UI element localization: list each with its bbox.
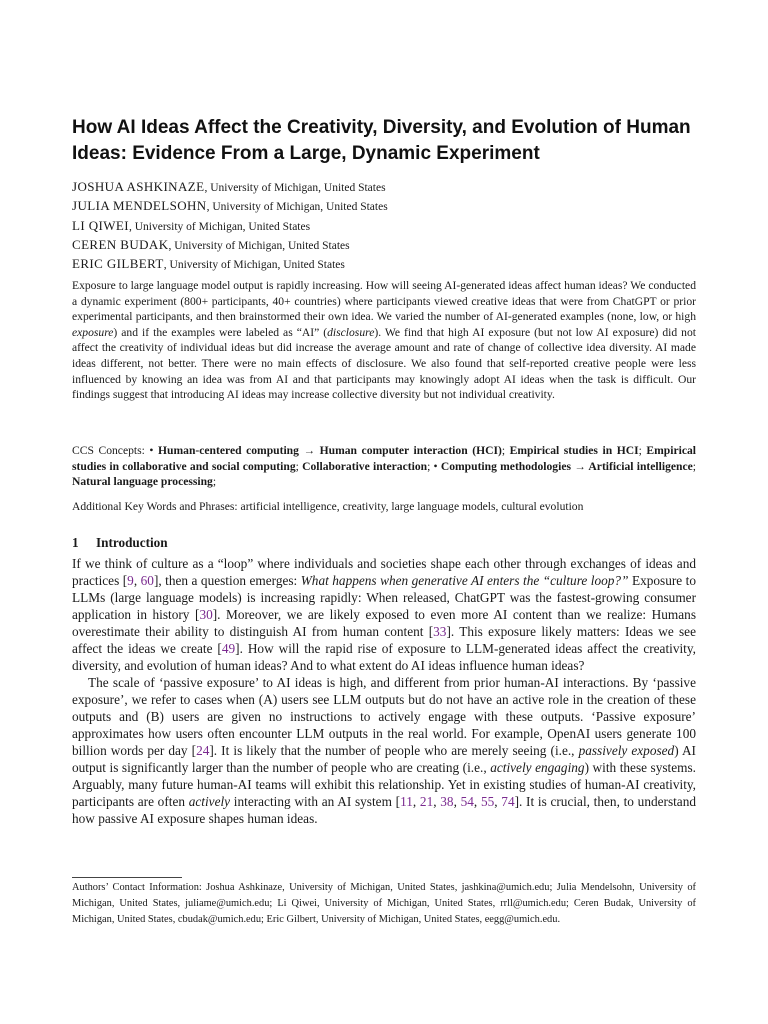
intro-paragraph-2 [72, 674, 696, 827]
abstract-text: ). We find that high AI exposure (but not low AI exposure) did not affect the creativity of individual ideas but did increase the average amount and rate of change of collective idea diversity. AI made ideas different, not better. There were no main effects of disclosure. We also found that self-reported creative people were less influenced by knowing an idea was from AI and that participants may knowingly adopt AI ideas when the task is difficult. Our findings suggest that introducing AI ideas may increase collective diversity but not individual creativity. [72, 325, 696, 402]
citation-link[interactable]: 33 [433, 624, 447, 639]
author-list [72, 178, 712, 274]
section-title: Introduction [96, 535, 168, 550]
body-text: Exposure to LLMs (large language models) is increasing rapidly: When released, ChatGPT was the fastest-growing consumer application in history [ [72, 573, 697, 622]
abstract-emphasis: disclosure [327, 325, 375, 339]
citation-separator: , [433, 794, 441, 809]
author-name: LI QIWEI [72, 217, 129, 233]
ccs-separator: ; [638, 444, 647, 457]
author-entry [72, 255, 712, 274]
body-emphasis: actively engaging [490, 760, 585, 775]
abstract [72, 278, 696, 403]
body-emphasis: What happens when generative AI enters the “culture loop?” [300, 573, 629, 588]
body-emphasis: passively exposed [578, 743, 675, 758]
ccs-separator: ; • [427, 459, 441, 473]
footnote-divider [72, 877, 182, 878]
citation-separator: , [494, 794, 502, 809]
citation-link[interactable]: 60 [140, 573, 154, 588]
body-emphasis: actively [188, 794, 231, 809]
body-text: ]. This exposure likely matters: Ideas we see affect the ideas we create [ [72, 624, 696, 656]
body-text: ]. It is crucial, then, to understand how passive AI exposure shapes human ideas. [72, 794, 697, 826]
author-name: CEREN BUDAK [72, 236, 169, 252]
body-text: ], then a question emerges: [153, 573, 301, 588]
ccs-concept: Collaborative interaction [302, 459, 428, 473]
author-name: JULIA MENDELSOHN [72, 198, 207, 214]
citation-separator: , [473, 794, 481, 809]
citation-link[interactable]: 55 [480, 794, 495, 809]
ccs-concept: Empirical studies in HCI [509, 444, 639, 457]
ccs-label: CCS Concepts: • [72, 444, 159, 457]
author-name: JOSHUA ASHKINAZE [72, 179, 205, 194]
body-text: If we think of culture as a “loop” where individuals and societies shape each other through exchanges of ideas and practices [ [72, 556, 696, 588]
author-affiliation: , University of Michigan, United States [204, 182, 386, 194]
citation-link[interactable]: 49 [221, 641, 236, 656]
ccs-concept: Empirical studies in collaborative and social computing [72, 444, 696, 473]
keywords: Additional Key Words and Phrases: artificial intelligence, creativity, large language models, cultural evolution [72, 500, 584, 513]
body-text: The scale of ‘passive exposure’ to AI ideas is high, and different from prior human-AI interactions. By ‘passive exposure’, we refer to cases when (A) users see LLM outputs but do not have an active role in the creation of these outputs and (B) users are given no instructions to actively engage with these outputs. ‘Passive exposure’ approximates how users often encounter LLM outputs in the real world. For example, OpenAI users generate 100 billion words per day [ [72, 675, 696, 758]
body-text: ]. It is likely that the number of people who are merely seeing (i.e., [209, 743, 579, 758]
abstract-text: Exposure to large language model output is rapidly increasing. How will seeing AI-generated ideas affect human ideas? We conducted a dynamic experiment (800+ participants, 40+ countries) where participants viewed creative ideas that were from ChatGPT or prior experimental participants, and then brainstormed their own idea. We varied the number of AI-generated examples (none, low, or high [72, 279, 696, 324]
citation-separator: , [453, 794, 461, 809]
introduction-body [72, 555, 696, 827]
citation-link[interactable]: 24 [196, 743, 210, 758]
citation-link[interactable]: 38 [440, 794, 454, 809]
paper-title: How AI Ideas Affect the Creativity, Diversity, and Evolution of Human Ideas: Evidence From a Large, Dynamic Experiment [72, 117, 691, 164]
ccs-concept: Computing methodologies → Artificial intelligence [440, 459, 693, 473]
author-contact-footnote: Authors’ Contact Information: Joshua Ashkinaze, University of Michigan, United States, jashkina@umich.edu; Julia Mendelsohn, University of Michigan, United States, juliame@umich.edu; Li Qiwei, University of Michigan, United States, rrll@umich.edu; Ceren Budak, University of Michigan, United States, cbudak@umich.edu; Eric Gilbert, University of Michigan, United States, eegg@umich.edu. [72, 882, 696, 925]
ccs-separator: ; [501, 444, 510, 457]
citation-link[interactable]: 74 [501, 794, 515, 809]
citation-link[interactable]: 11 [400, 794, 413, 809]
ccs-separator: ; [212, 475, 217, 489]
author-name: ERIC GILBERT [72, 256, 164, 272]
ccs-concept: Natural language processing [72, 475, 213, 489]
citation-link[interactable]: 30 [199, 607, 213, 622]
author-affiliation: , University of Michigan, United States [206, 201, 388, 214]
section-heading [72, 534, 168, 551]
intro-paragraph-1 [72, 555, 696, 674]
ccs-concepts [72, 443, 696, 490]
author-entry [72, 217, 712, 236]
citation-link[interactable]: 54 [460, 794, 474, 809]
body-text: interacting with an AI system [ [230, 794, 401, 809]
citation-link[interactable]: 9 [127, 573, 134, 588]
section-number: 1 [72, 535, 79, 550]
body-text: ) with these systems. Arguably, many future human-AI teams will exhibit this relationship. Yet in existing studies of human-AI creativity, participants are often [72, 760, 696, 809]
author-affiliation: , University of Michigan, United States [128, 220, 311, 233]
abstract-emphasis: exposure [72, 325, 114, 339]
citation-link[interactable]: 21 [419, 794, 434, 809]
author-affiliation: , University of Michigan, United States [163, 259, 345, 272]
abstract-text: ) and if the examples were labeled as “AI” ( [113, 325, 328, 339]
ccs-separator: ; [692, 459, 696, 473]
body-text: , [133, 573, 141, 588]
body-text: ) AI output is significantly larger than the number of people who are creating (i.e., [72, 743, 696, 775]
body-text: ]. Moreover, we are likely exposed to even more AI content than we realize: Humans overestimate their ability to distinguish AI from human content [ [72, 607, 696, 639]
author-entry [72, 197, 712, 216]
author-entry [72, 178, 712, 197]
citation-separator: , [412, 794, 420, 809]
ccs-concept: Human-centered computing → Human computer interaction (HCI) [158, 444, 502, 457]
author-affiliation: , University of Michigan, United States [168, 239, 350, 252]
author-entry [72, 236, 712, 255]
body-text: ]. How will the rapid rise of exposure to LLM-generated ideas affect the creativity, diversity, and evolution of human ideas? And to what extent do AI ideas influence human ideas? [72, 641, 696, 673]
ccs-separator: ; [295, 459, 303, 473]
